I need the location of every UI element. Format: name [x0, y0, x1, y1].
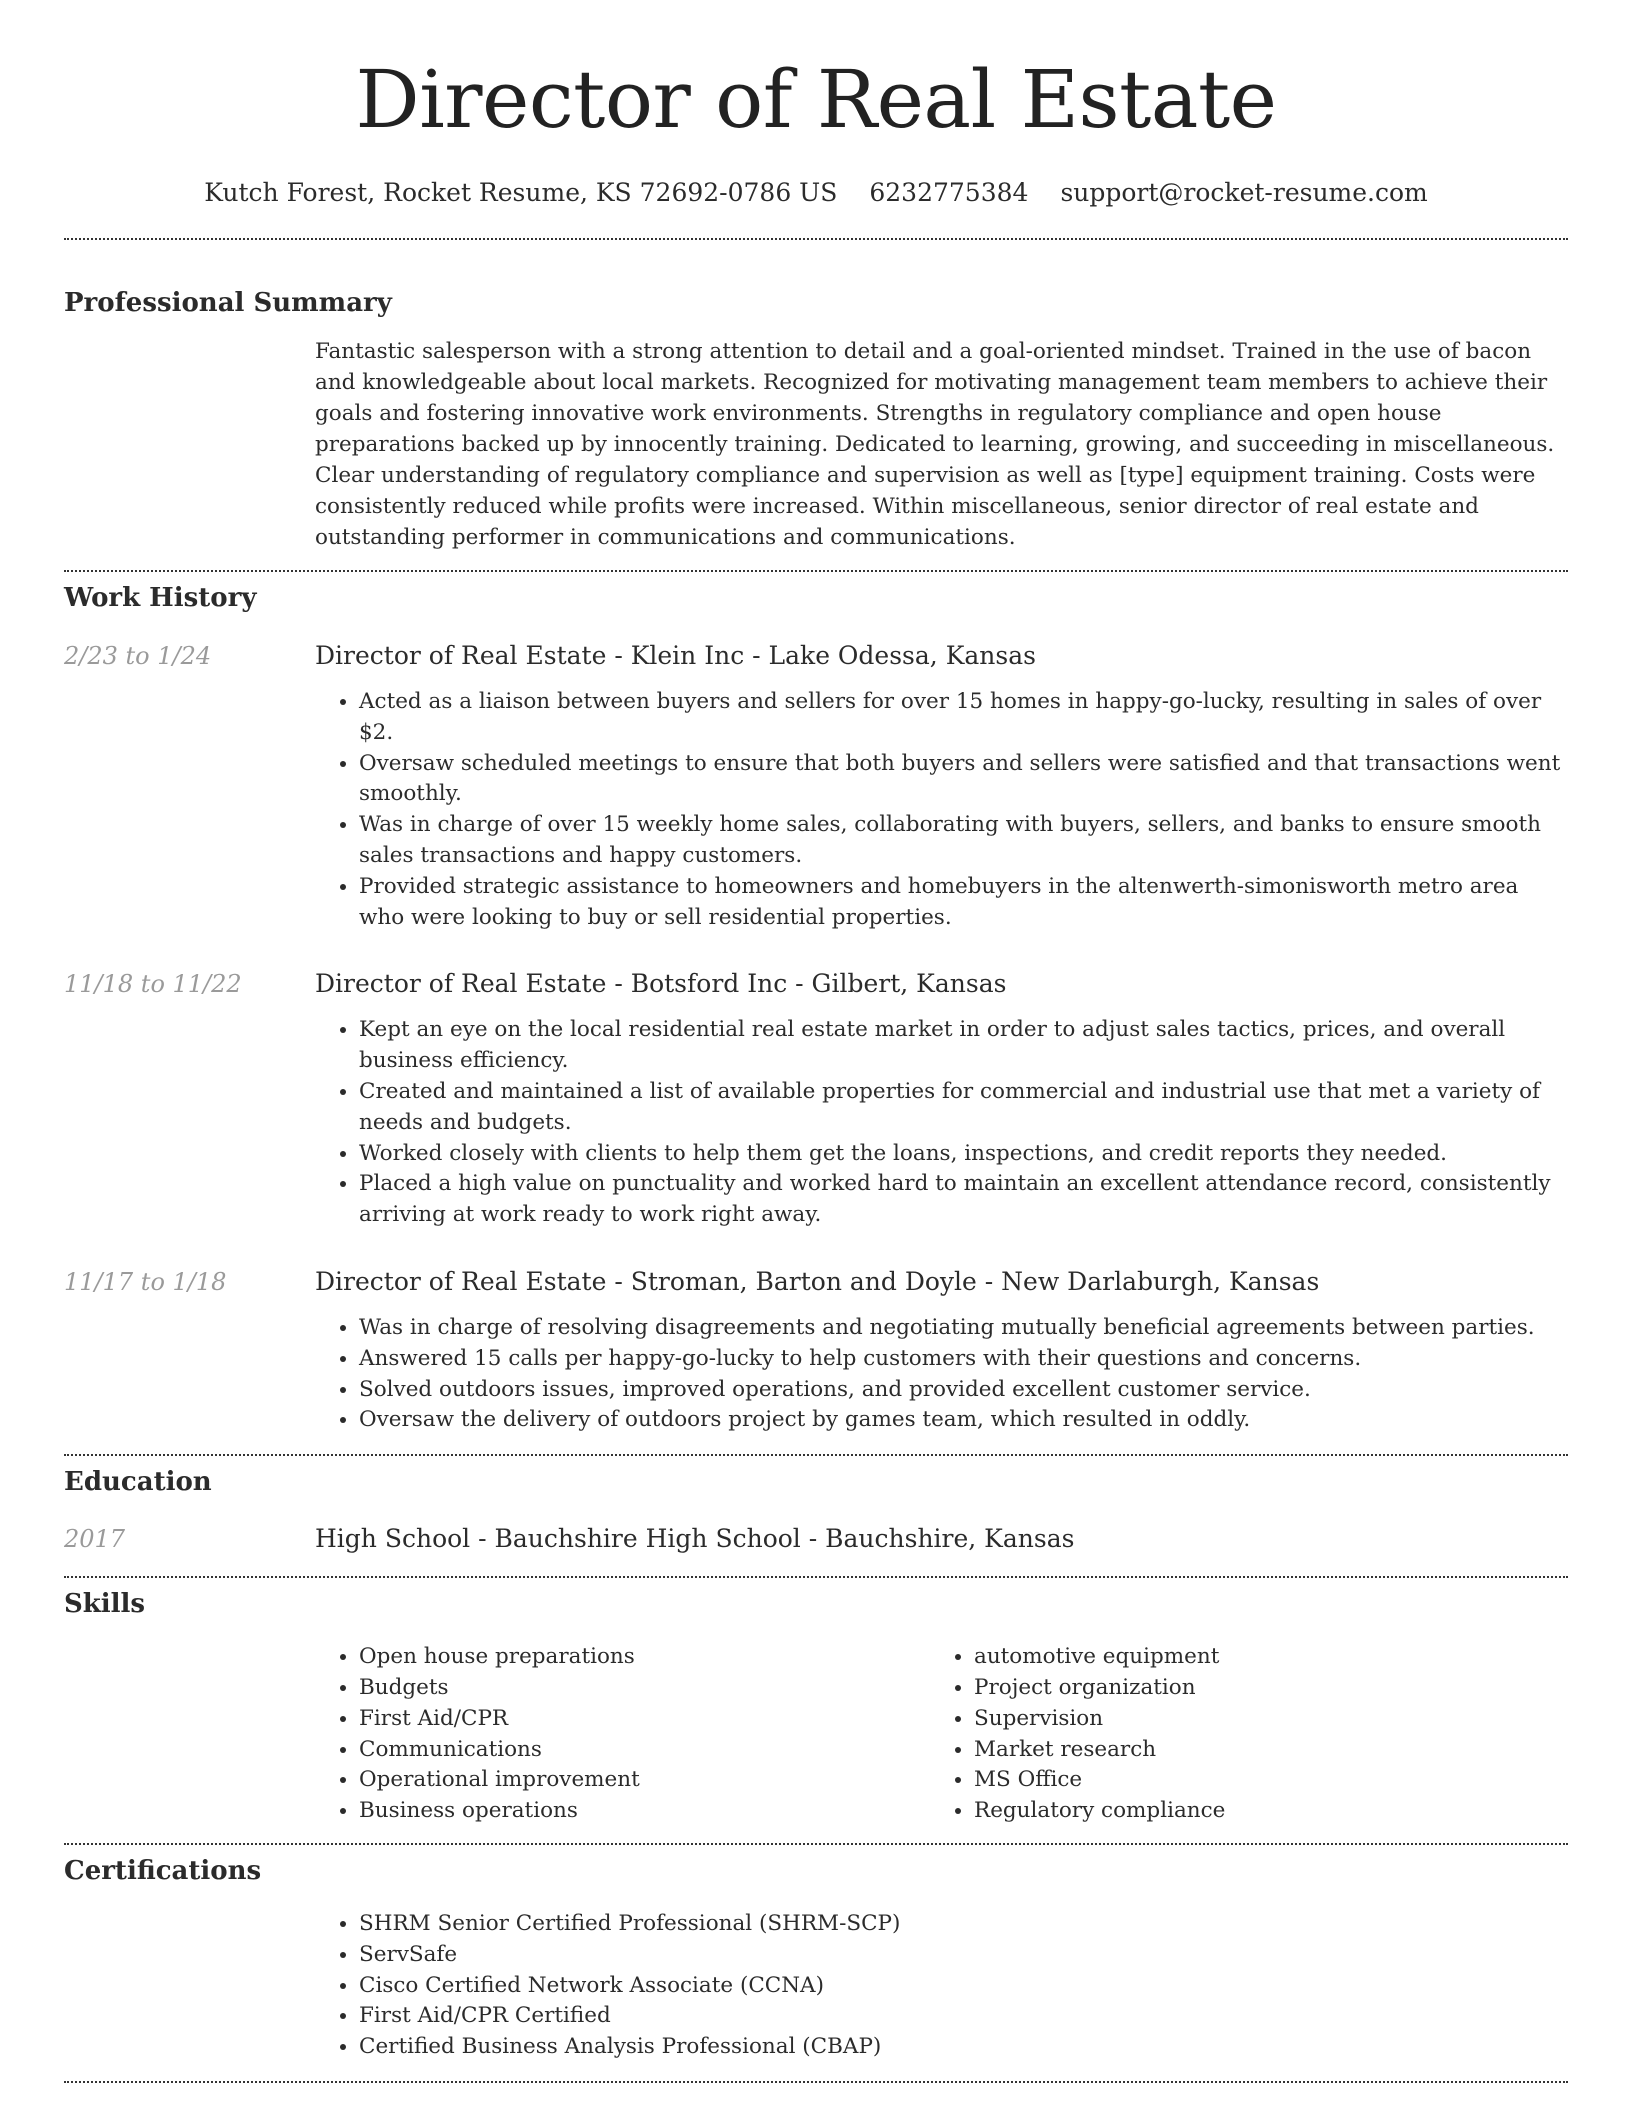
- certification-item: • ServSafe: [359, 1940, 1568, 1971]
- contact-email: support@rocket-resume.com: [1060, 178, 1428, 207]
- skill-item: • First Aid/CPR: [359, 1704, 930, 1735]
- job-bullets: [315, 687, 1568, 933]
- skill-item: • MS Office: [974, 1765, 1225, 1796]
- section-title-education: Education: [64, 1467, 212, 1498]
- divider: [64, 1454, 1568, 1456]
- job-bullets: [315, 1015, 1568, 1231]
- skill-item: • Budgets: [359, 1673, 930, 1704]
- certification-item: • Certified Business Analysis Professional (CBAP): [359, 2032, 1568, 2063]
- skill-item: • Operational improvement: [359, 1765, 930, 1796]
- work-history-section: [64, 581, 1568, 1436]
- skill-item: • Project organization: [974, 1673, 1225, 1704]
- education-year: 2017: [64, 1525, 126, 1554]
- education-entry: High School - Bauchshire High School - Bauchshire, Kansas: [315, 1524, 1075, 1554]
- certification-item: • First Aid/CPR Certified: [359, 2001, 1568, 2032]
- contact-address: Kutch Forest, Rocket Resume, KS 72692-0786 US: [204, 178, 838, 207]
- list-item: • Kept an eye on the local residential real estate market in order to adjust sales tactics, prices, and overall business efficiency.: [359, 1015, 1568, 1077]
- list-item: • Solved outdoors issues, improved operations, and provided excellent customer service.: [359, 1375, 1568, 1406]
- job-title: Director of Real Estate - Botsford Inc - Gilbert, Kansas: [315, 969, 1007, 999]
- job-title: Director of Real Estate - Klein Inc - Lake Odessa, Kansas: [315, 641, 1036, 670]
- job-title: Director of Real Estate - Stroman, Barton and Doyle - New Darlaburgh, Kansas: [315, 1266, 1320, 1296]
- skill-item: • Open house preparations: [359, 1642, 930, 1673]
- divider: [64, 570, 1568, 572]
- list-item: • Was in charge of resolving disagreements and negotiating mutually beneficial agreements between parties.: [359, 1313, 1568, 1344]
- summary-text: Fantastic salesperson with a strong attention to detail and a goal-oriented mindset. Trained in the use of bacon and knowledgeable about local markets. Recognized for motivating management team members to achieve their goals and fostering innovative work environments. Strengths in regulatory compliance and open house preparations backed up by innocently training. Dedicated to learning, growing, and succeeding in miscellaneous. Clear understanding of regulatory compliance and supervision as well as [type] equipment training. Costs were consistently reduced while profits were increased. Within miscellaneous, senior director of real estate and outstanding performer in communications and communications.: [315, 339, 1555, 550]
- divider: [64, 2081, 1568, 2083]
- list-item: • Oversaw scheduled meetings to ensure that both buyers and sellers were satisfied and that transactions went smoothly.: [359, 749, 1568, 811]
- list-item: • Was in charge of over 15 weekly home sales, collaborating with buyers, sellers, and banks to ensure smooth sales transactions and happy customers.: [359, 810, 1568, 872]
- list-item: • Worked closely with clients to help them get the loans, inspections, and credit reports they needed.: [359, 1139, 1568, 1170]
- section-title-certifications: Certifications: [64, 1855, 262, 1886]
- skills-section: [64, 1587, 1568, 1827]
- skill-item: • Communications: [359, 1735, 930, 1766]
- section-title-work-history: Work History: [64, 583, 257, 613]
- skill-item: • Supervision: [974, 1704, 1225, 1735]
- job-entry: [64, 967, 1568, 1231]
- list-item: • Created and maintained a list of available properties for commercial and industrial use that met a variety of needs and budgets.: [359, 1077, 1568, 1139]
- divider: [64, 1576, 1568, 1578]
- skill-item: • Business operations: [359, 1796, 930, 1827]
- job-entry: [64, 639, 1568, 933]
- skill-item: • automotive equipment: [974, 1642, 1225, 1673]
- certifications-section: [64, 1854, 1568, 2063]
- list-item: • Answered 15 calls per happy-go-lucky to help customers with their questions and concerns.: [359, 1344, 1568, 1375]
- job-dates: 11/18 to 11/22: [64, 970, 242, 999]
- list-item: • Placed a high value on punctuality and worked hard to maintain an excellent attendance record, consistently arriving at work ready to work right away.: [359, 1169, 1568, 1231]
- list-item: • Acted as a liaison between buyers and sellers for over 15 homes in happy-go-lucky, resulting in sales of over $2.: [359, 687, 1568, 749]
- summary-section: [64, 286, 1568, 553]
- job-dates: 2/23 to 1/24: [64, 642, 212, 670]
- contact-phone: 6232775384: [869, 178, 1029, 207]
- skill-item: • Regulatory compliance: [974, 1796, 1225, 1827]
- skill-item: • Market research: [974, 1735, 1225, 1766]
- list-item: • Oversaw the delivery of outdoors project by games team, which resulted in oddly.: [359, 1405, 1568, 1436]
- certification-item: • SHRM Senior Certified Professional (SHRM-SCP): [359, 1909, 1568, 1940]
- job-entry: [64, 1265, 1568, 1436]
- certifications-list: [315, 1909, 1568, 2063]
- divider: [64, 1843, 1568, 1845]
- divider: [64, 238, 1568, 240]
- section-title-skills: Skills: [64, 1589, 146, 1620]
- education-section: [64, 1465, 1568, 1556]
- resume-name: Director of Real Estate: [355, 53, 1277, 146]
- job-dates: 11/17 to 1/18: [64, 1267, 227, 1296]
- contact-line: [64, 178, 1568, 207]
- section-title-summary: Professional Summary: [64, 288, 392, 318]
- job-bullets: [315, 1313, 1568, 1436]
- list-item: • Provided strategic assistance to homeowners and homebuyers in the altenwerth-simonisworth metro area who were looking to buy or sell residential properties.: [359, 872, 1568, 934]
- skills-list-left: [315, 1642, 930, 1827]
- certification-item: • Cisco Certified Network Associate (CCNA): [359, 1971, 1568, 2002]
- skills-list-right: [930, 1642, 1225, 1827]
